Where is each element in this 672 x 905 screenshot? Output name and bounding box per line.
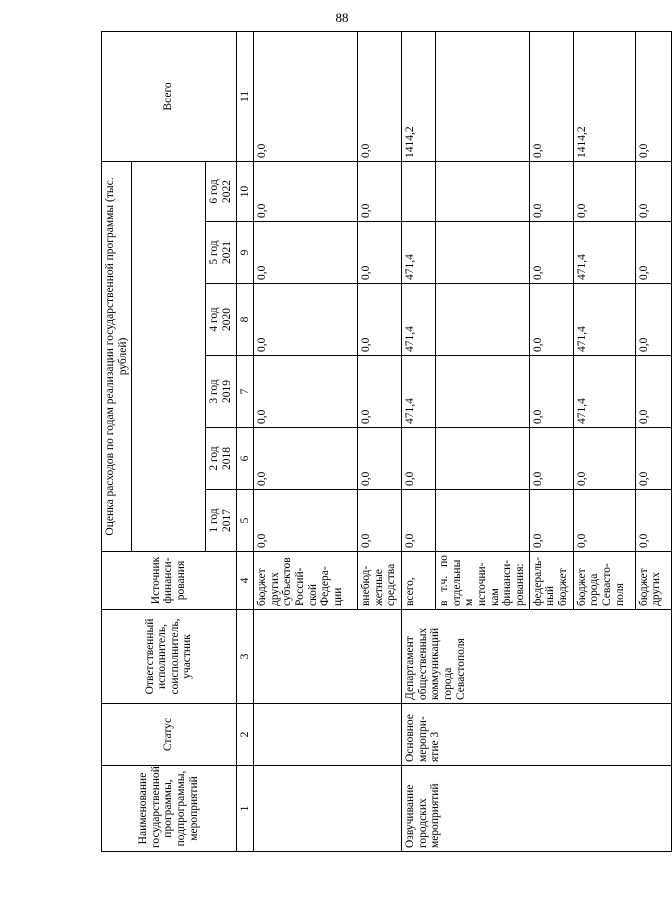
- total-cell: 0,0: [358, 31, 402, 161]
- column-number: 8: [236, 284, 254, 356]
- header-year-4-label: 4 год: [208, 307, 221, 332]
- value-cell: 0,0: [358, 428, 402, 490]
- value-cell: 0,0: [358, 161, 402, 221]
- value-cell: 471,4: [402, 222, 436, 284]
- value-cell: 0,0: [358, 356, 402, 428]
- event-name-cell: Озвучивание городских мероприятий: [402, 766, 671, 852]
- header-year-1: [206, 490, 236, 552]
- value-cell: 0,0: [635, 490, 671, 552]
- value-cell: [436, 428, 529, 490]
- value-cell: 0,0: [529, 428, 573, 490]
- value-cell: 0,0: [254, 222, 358, 284]
- value-cell: [436, 284, 529, 356]
- expenses-table: [101, 31, 672, 852]
- name-cell-empty: [254, 766, 402, 852]
- header-estimate-group: Оценка расходов по годам реализации государственной программы (тыс. рублей): [102, 161, 132, 551]
- header-year-3: [206, 356, 236, 428]
- header-year-6-label: 6 год: [208, 179, 221, 204]
- source-cell: бюджет других: [635, 552, 671, 610]
- header-name: Наименование государственной программы, подпрограммы, мероприятий: [102, 766, 237, 852]
- total-cell: 0,0: [529, 31, 573, 161]
- column-number: 1: [236, 766, 254, 852]
- value-cell: 0,0: [402, 428, 436, 490]
- header-year-2: [206, 428, 236, 490]
- value-cell: [402, 161, 436, 221]
- value-cell: 0,0: [254, 490, 358, 552]
- column-number-row: [236, 31, 254, 851]
- value-cell: 0,0: [573, 161, 635, 221]
- page-number: 88: [335, 10, 349, 25]
- executor-cell-empty: [254, 610, 402, 704]
- column-number: 4: [236, 552, 254, 610]
- event-status-cell: Основное меропри-ятие 3: [402, 704, 671, 766]
- event-executor-cell: Департамент общественных коммуникаций города Севастополя: [402, 610, 671, 704]
- column-number: 3: [236, 610, 254, 704]
- value-cell: 0,0: [358, 222, 402, 284]
- source-cell: бюджет города Севасто-поля: [573, 552, 635, 610]
- value-cell: 0,0: [529, 222, 573, 284]
- source-cell: в т.ч. по отдельным источни-кам финанси-рования:: [436, 552, 529, 610]
- header-year-5: [206, 222, 236, 284]
- value-cell: 0,0: [254, 284, 358, 356]
- total-cell: 1414,2: [402, 31, 436, 161]
- value-cell: [436, 356, 529, 428]
- column-number: 7: [236, 356, 254, 428]
- total-cell: 0,0: [254, 31, 358, 161]
- column-number: 5: [236, 490, 254, 552]
- header-source: Источник финанси-рования: [102, 552, 237, 610]
- total-cell: [436, 31, 529, 161]
- header-year-4: [206, 284, 236, 356]
- table-row: [402, 31, 436, 851]
- header-year-1-year: 2017: [220, 509, 233, 532]
- value-cell: 0,0: [358, 284, 402, 356]
- value-cell: 0,0: [573, 428, 635, 490]
- value-cell: 0,0: [529, 490, 573, 552]
- table-row: [254, 31, 358, 851]
- value-cell: 0,0: [254, 356, 358, 428]
- header-year-5-year: 2021: [220, 241, 233, 264]
- value-cell: 0,0: [529, 161, 573, 221]
- value-cell: 0,0: [254, 428, 358, 490]
- column-number: 6: [236, 428, 254, 490]
- header-year-2-label: 2 год: [208, 446, 221, 471]
- status-cell-empty: [254, 704, 402, 766]
- value-cell: 0,0: [573, 490, 635, 552]
- rotated-table-inner: [101, 32, 663, 852]
- header-executor: Ответственный исполнитель, соисполнитель, участник: [102, 610, 237, 704]
- source-cell: федераль-ный бюджет: [529, 552, 573, 610]
- column-number: 11: [236, 31, 254, 161]
- value-cell: 0,0: [635, 161, 671, 221]
- value-cell: 471,4: [573, 356, 635, 428]
- header-total: Всего: [102, 31, 237, 161]
- value-cell: 0,0: [529, 356, 573, 428]
- header-year-3-label: 3 год: [208, 379, 221, 404]
- value-cell: [436, 490, 529, 552]
- value-cell: 0,0: [635, 284, 671, 356]
- value-cell: 471,4: [402, 356, 436, 428]
- source-cell: бюджет других субъектов Россий-ской Федера-ции: [254, 552, 358, 610]
- value-cell: 471,4: [573, 222, 635, 284]
- header-year-4-year: 2020: [220, 308, 233, 331]
- value-cell: 0,0: [635, 428, 671, 490]
- header-year-3-year: 2019: [220, 380, 233, 403]
- header-year-6: [206, 161, 236, 221]
- value-cell: 0,0: [254, 161, 358, 221]
- rotated-table-frame: [101, 32, 663, 852]
- header-year-2-year: 2018: [220, 447, 233, 470]
- column-number: 10: [236, 161, 254, 221]
- total-cell: 1414,2: [573, 31, 635, 161]
- value-cell: 471,4: [573, 284, 635, 356]
- value-cell: 0,0: [635, 222, 671, 284]
- source-cell: всего,: [402, 552, 436, 610]
- header-status: Статус: [102, 704, 237, 766]
- header-year-1-label: 1 год: [208, 508, 221, 533]
- header-year-6-year: 2022: [220, 179, 233, 203]
- value-cell: 471,4: [402, 284, 436, 356]
- source-cell: внебюд-жетные средства: [358, 552, 402, 610]
- column-number: 2: [236, 704, 254, 766]
- value-cell: 0,0: [529, 284, 573, 356]
- value-cell: 0,0: [635, 356, 671, 428]
- value-cell: [436, 161, 529, 221]
- header-estimate-spacer: [132, 161, 206, 551]
- value-cell: [436, 222, 529, 284]
- value-cell: 0,0: [358, 490, 402, 552]
- header-year-5-label: 5 год: [208, 240, 221, 265]
- value-cell: 0,0: [402, 490, 436, 552]
- column-number: 9: [236, 222, 254, 284]
- total-cell: 0,0: [635, 31, 671, 161]
